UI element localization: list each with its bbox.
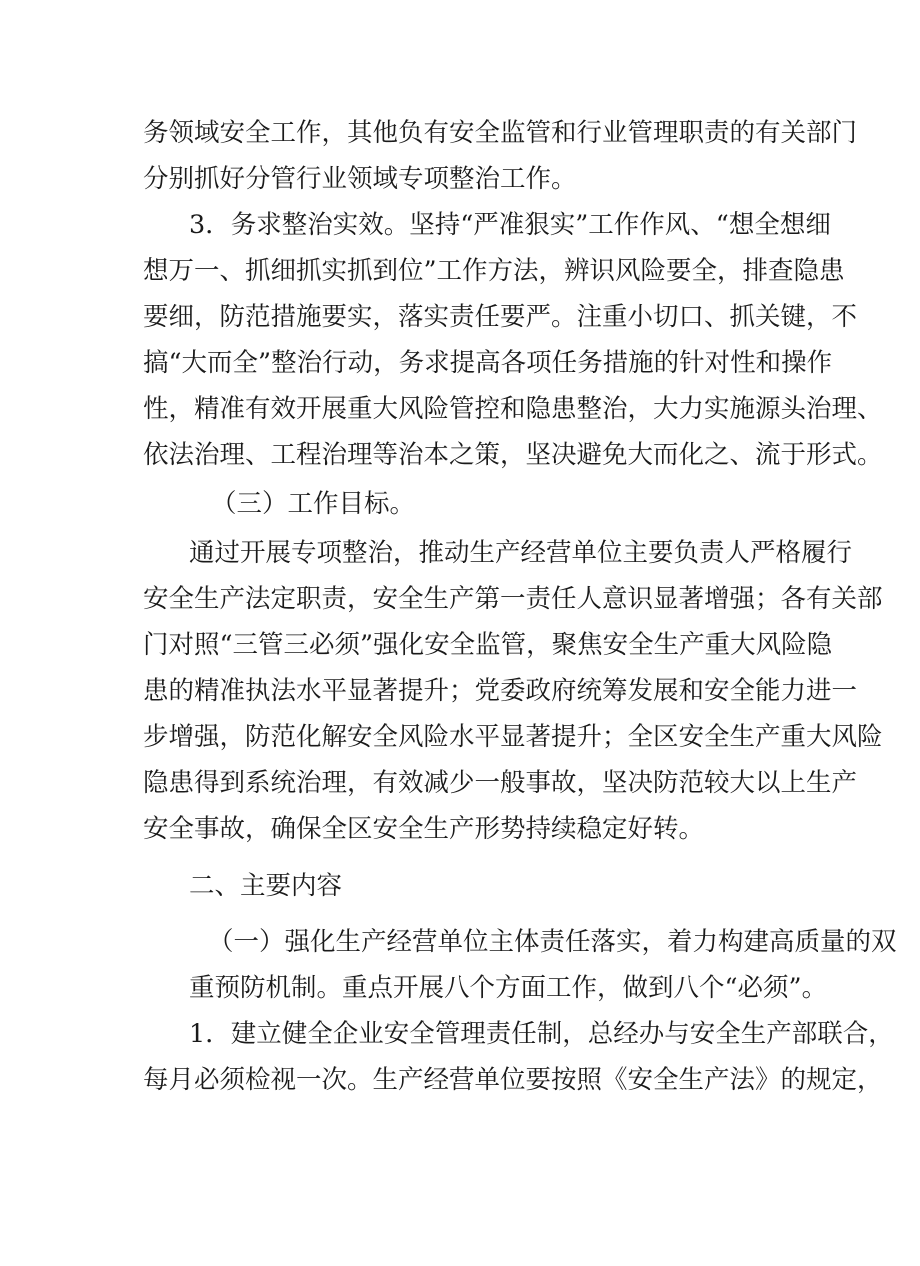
text-line-21: 每月必须检视一次。生产经营单位要按照《安全生产法》的规定， [143,1065,883,1095]
text-line-18: （一）强化生产经营单位主体责任落实，着力构建高质量的双 [208,927,897,957]
text-line-5: 要细，防范措施要实，落实责任要严。注重小切口、抓关键，不 [143,302,858,332]
text-line-1: 务领域安全工作，其他负有安全监管和行业管理职责的有关部门 [143,118,858,148]
section-heading-work-goals: （三）工作目标。 [211,489,416,519]
text-line-20: 1．建立健全企业安全管理责任制，总经办与安全生产部联合， [189,1019,894,1049]
text-line-6: 搞“大而全”整治行动，务求提高各项任务措施的针对性和操作 [143,348,833,378]
text-line-7: 性，精准有效开展重大风险管控和隐患整治，大力实施源头治理、 [143,394,883,424]
text-line-4: 想万一、抓细抓实抓到位”工作方法，辨识风险要全，排查隐患 [143,256,845,286]
text-line-13: 患的精准执法水平显著提升；党委政府统筹发展和安全能力进一 [143,676,858,706]
section-heading-main-content: 二、主要内容 [189,871,343,901]
text-line-3: 3．务求整治实效。坚持“严准狠实”工作作风、“想全想细 [189,210,831,240]
text-line-15: 隐患得到系统治理，有效减少一般事故，坚决防范较大以上生产 [143,768,858,798]
text-line-14: 步增强，防范化解安全风险水平显著提升；全区安全生产重大风险 [143,722,883,752]
text-line-2: 分别抓好分管行业领域专项整治工作。 [143,164,577,194]
text-line-10: 通过开展专项整治，推动生产经营单位主要负责人严格履行 [189,538,853,568]
text-line-16: 安全事故，确保全区安全生产形势持续稳定好转。 [143,814,705,844]
text-line-11: 安全生产法定职责，安全生产第一责任人意识显著增强；各有关部 [143,584,883,614]
text-line-8: 依法治理、工程治理等治本之策，坚决避免大而化之、流于形式。 [143,440,883,470]
text-line-19: 重预防机制。重点开展八个方面工作，做到八个“必须”。 [189,973,828,1003]
text-line-12: 门对照“三管三必须”强化安全监管，聚焦安全生产重大风险隐 [143,630,833,660]
